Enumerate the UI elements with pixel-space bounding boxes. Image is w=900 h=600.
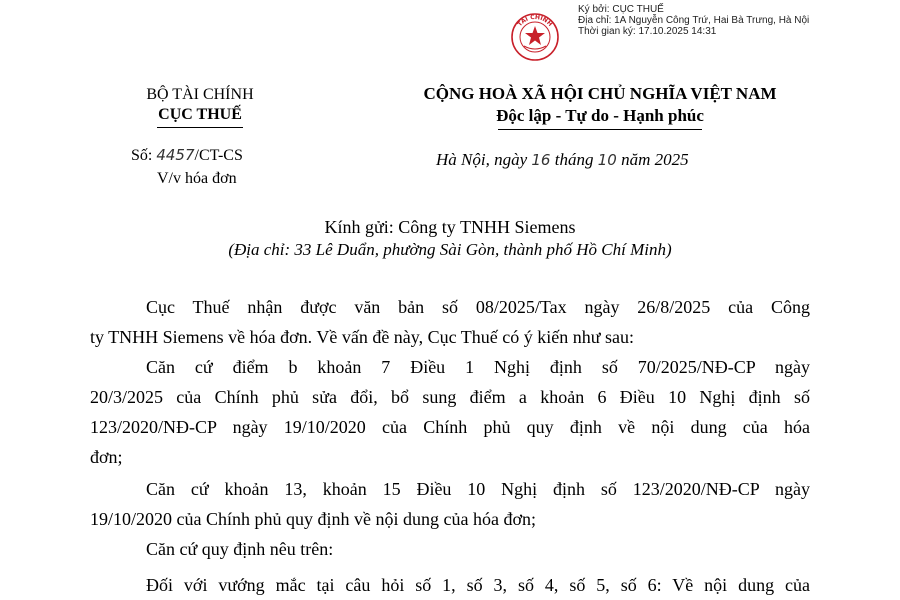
- recipient-address: (Địa chỉ: 33 Lê Duẩn, phường Sài Gòn, thành phố Hồ Chí Minh): [228, 240, 672, 259]
- paragraph-1: [90, 292, 810, 352]
- recipient-line: Kính gửi: Công ty TNHH Siemens: [324, 217, 576, 237]
- date-prefix: Hà Nội, ngày: [436, 150, 528, 169]
- document-number: [131, 146, 243, 165]
- paragraph-2-line: 123/2020/NĐ-CP ngày 19/10/2020 của Chính phủ quy định về nội dung của hóa: [90, 417, 810, 437]
- paragraph-1-line: Cục Thuế nhận được văn bản số 08/2025/Tax ngày 26/8/2025 của Công: [146, 297, 810, 317]
- signature-signed-by: Ký bởi: CỤC THUẾ: [578, 4, 664, 15]
- date-suffix: năm 2025: [621, 150, 689, 169]
- paragraph-4: Căn cứ quy định nêu trên:: [146, 539, 334, 559]
- number-prefix: Số:: [131, 147, 153, 164]
- motto-underline: [498, 129, 702, 130]
- ministry-name: BỘ TÀI CHÍNH: [146, 86, 254, 103]
- paragraph-1-line: ty TNHH Siemens về hóa đơn. Về vấn đề này, Cục Thuế có ý kiến như sau:: [90, 327, 635, 347]
- paragraph-2-line: 20/3/2025 của Chính phủ sửa đổi, bổ sung điểm a khoản 6 Điều 10 Nghị định số: [90, 387, 810, 407]
- date-month: 10: [597, 151, 617, 169]
- number-suffix: /CT-CS: [194, 147, 243, 164]
- paragraph-3-line: 19/10/2020 của Chính phủ quy định về nội dung của hóa đơn;: [90, 509, 536, 529]
- number-handwritten: 4457: [156, 146, 195, 164]
- department-underline: [157, 127, 243, 128]
- date-day: 16: [531, 151, 551, 169]
- paragraph-5: [90, 570, 810, 600]
- paragraph-2-line: đơn;: [90, 447, 123, 467]
- paragraph-2: [90, 352, 810, 472]
- issue-date: [436, 150, 689, 170]
- svg-text:TÀI CHÍNH: [516, 14, 553, 28]
- paragraph-2-line: Căn cứ điểm b khoản 7 Điều 1 Nghị định số 70/2025/NĐ-CP ngày: [146, 357, 810, 377]
- date-mid: tháng: [554, 150, 594, 169]
- paragraph-3: [90, 474, 810, 534]
- signature-address: Địa chỉ: 1A Nguyễn Công Trứ, Hai Bà Trưng, Hà Nội: [578, 15, 810, 26]
- seal-icon: [510, 12, 560, 62]
- seal-text: TÀI CHÍNH: [516, 13, 554, 28]
- department-name: CỤC THUẾ: [158, 106, 242, 123]
- paragraph-5-line: Đối với vướng mắc tại câu hỏi số 1, số 3, số 4, số 5, số 6: Về nội dung của: [146, 575, 810, 595]
- national-motto: Độc lập - Tự do - Hạnh phúc: [496, 106, 704, 125]
- signature-time: Thời gian ký: 17.10.2025 14:31: [578, 26, 717, 37]
- country-name: CỘNG HOÀ XÃ HỘI CHỦ NGHĨA VIỆT NAM: [423, 84, 777, 103]
- document-subject: V/v hóa đơn: [157, 170, 237, 187]
- paragraph-3-line: Căn cứ khoản 13, khoản 15 Điều 10 Nghị định số 123/2020/NĐ-CP ngày: [146, 479, 810, 499]
